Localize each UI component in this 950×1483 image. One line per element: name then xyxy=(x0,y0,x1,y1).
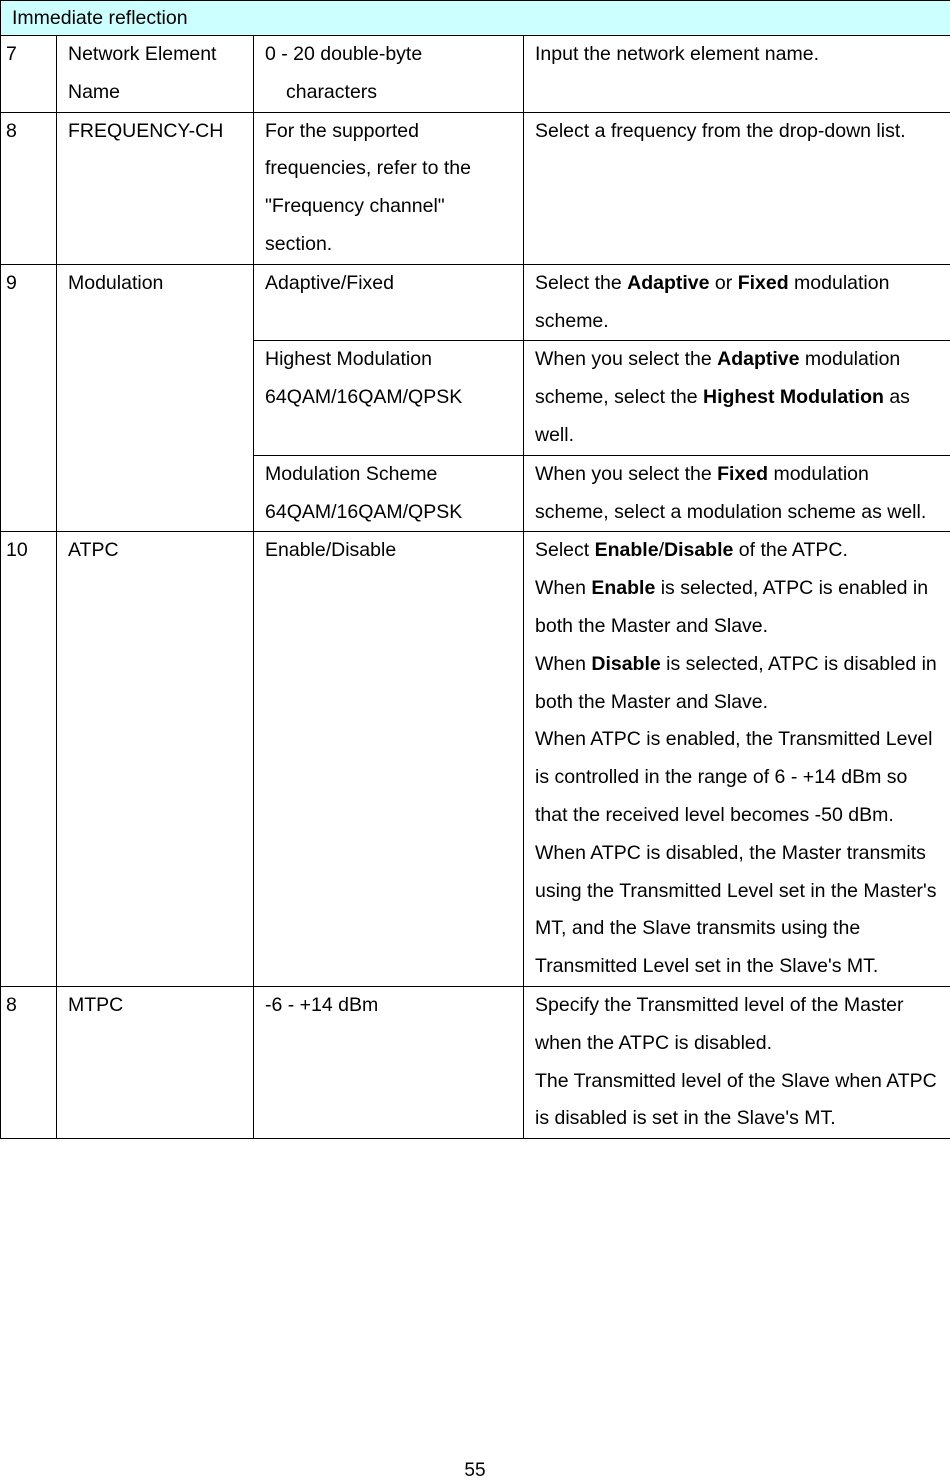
setting-range: 0 - 20 double-byte characters xyxy=(254,36,524,113)
row-number: 9 xyxy=(1,264,57,532)
item-name: Network Element Name xyxy=(57,36,254,113)
setting-range: -6 - +14 dBm xyxy=(254,986,524,1138)
section-header: Immediate reflection xyxy=(1,1,950,36)
description: When you select the Fixed modulation scheme, select a modulation scheme as well. xyxy=(524,455,950,532)
table-row xyxy=(1,986,950,1138)
setting-range: Modulation Scheme 64QAM/16QAM/QPSK xyxy=(254,455,524,532)
setting-range: Enable/Disable xyxy=(254,532,524,987)
item-name: ATPC xyxy=(57,532,254,987)
item-name: MTPC xyxy=(57,986,254,1138)
setting-range: For the supported frequencies, refer to the "Frequency channel" section. xyxy=(254,112,524,264)
description: Select a frequency from the drop-down list. xyxy=(524,112,950,264)
description: Specify the Transmitted level of the Master when the ATPC is disabled. The Transmitted level of the Slave when ATPC is disabled is set in the Slave's MT. xyxy=(524,986,950,1138)
page-number: 55 xyxy=(464,1460,486,1481)
setting-range: Highest Modulation 64QAM/16QAM/QPSK xyxy=(254,341,524,455)
table-row xyxy=(1,36,950,113)
item-name: Modulation xyxy=(57,264,254,532)
table-row xyxy=(1,264,950,341)
row-number: 10 xyxy=(1,532,57,987)
row-number: 7 xyxy=(1,36,57,113)
row-number: 8 xyxy=(1,986,57,1138)
table-row xyxy=(1,532,950,987)
table-row xyxy=(1,112,950,264)
setting-range: Adaptive/Fixed xyxy=(254,264,524,341)
item-name: FREQUENCY-CH xyxy=(57,112,254,264)
description: Select Enable/Disable of the ATPC. When Enable is selected, ATPC is enabled in both the Master and Slave. When Disable is selected, ATPC is disabled in both the Master and Slave. When ATPC is enabled, the Transmitted Level is controlled in the range of 6 - +14 dBm so that the received level becomes -50 dBm. When ATPC is disabled, the Master transmits using the Transmitted Level set in the Master's MT, and the Slave transmits using the Transmitted Level set in the Slave's MT. xyxy=(524,532,950,987)
description: When you select the Adaptive modulation scheme, select the Highest Modulation as well. xyxy=(524,341,950,455)
description: Select the Adaptive or Fixed modulation scheme. xyxy=(524,264,950,341)
description: Input the network element name. xyxy=(524,36,950,113)
section-header-row xyxy=(1,1,950,36)
row-number: 8 xyxy=(1,112,57,264)
